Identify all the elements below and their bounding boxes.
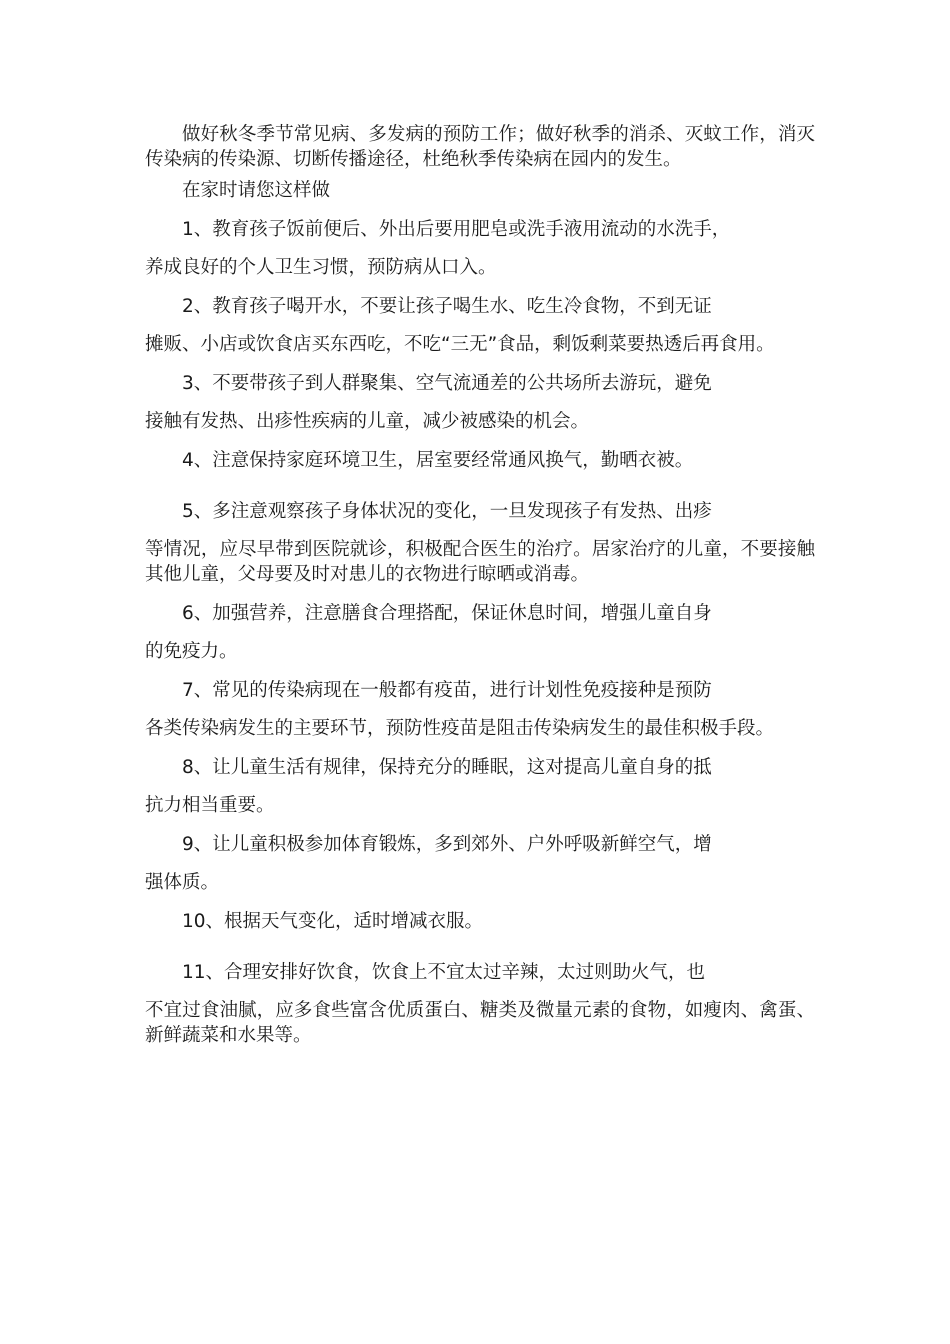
list-item-9 bbox=[145, 832, 815, 895]
list-item-first-line: 4、注意保持家庭环境卫生，居室要经常通风换气，勤晒衣被。 bbox=[182, 450, 694, 471]
list-item-first-line: 7、常见的传染病现在一般都有疫苗，进行计划性免疫接种是预防 bbox=[182, 680, 712, 701]
list-item-first-line: 11、合理安排好饮食，饮食上不宜太过辛辣，太过则助火气，也 bbox=[182, 962, 706, 983]
list-item-1 bbox=[145, 217, 815, 280]
list-item-continuation: 强体质。 bbox=[145, 872, 220, 893]
list-item-6 bbox=[145, 601, 815, 664]
list-item-10 bbox=[145, 909, 815, 934]
list-item-first-line: 2、教育孩子喝开水，不要让孩子喝生水、吃生冷食物，不到无证 bbox=[182, 296, 712, 317]
list-item-continuation: 不宜过食油腻，应多食些富含优质蛋白、糖类及微量元素的食物，如瘦肉、禽蛋、新鲜蔬菜和水果等。 bbox=[145, 1000, 815, 1046]
list-item-continuation: 抗力相当重要。 bbox=[145, 795, 275, 816]
list-item-first-line: 1、教育孩子饭前便后、外出后要用肥皂或洗手液用流动的水洗手， bbox=[182, 219, 731, 240]
list-item-8 bbox=[145, 755, 815, 818]
list-item-continuation: 的免疫力。 bbox=[145, 641, 238, 662]
list-item-2 bbox=[145, 294, 815, 357]
list-item-continuation: 等情况，应尽早带到医院就诊，积极配合医生的治疗。居家治疗的儿童，不要接触其他儿童，父母要及时对患儿的衣物进行晾晒或消毒。 bbox=[145, 539, 815, 585]
list-item-3 bbox=[145, 371, 815, 434]
list-item-first-line: 10、根据天气变化，适时增减衣服。 bbox=[182, 911, 484, 932]
list-item-first-line: 9、让儿童积极参加体育锻炼，多到郊外、户外呼吸新鲜空气，增 bbox=[182, 834, 712, 855]
list-item-first-line: 3、不要带孩子到人群聚集、空气流通差的公共场所去游玩，避免 bbox=[182, 373, 712, 394]
list-item-continuation: 接触有发热、出疹性疾病的儿童，减少被感染的机会。 bbox=[145, 411, 590, 432]
list-item-continuation: 养成良好的个人卫生习惯，预防病从口入。 bbox=[145, 257, 497, 278]
list-item-first-line: 8、让儿童生活有规律，保持充分的睡眠，这对提高儿童自身的抵 bbox=[182, 757, 712, 778]
list-item-5 bbox=[145, 499, 815, 587]
list-item-first-line: 5、多注意观察孩子身体状况的变化，一旦发现孩子有发热、出疹 bbox=[182, 501, 712, 522]
list-item-7 bbox=[145, 678, 815, 741]
list-item-continuation: 摊贩、小店或饮食店买东西吃，不吃“三无”食品，剩饭剩菜要热透后再食用。 bbox=[145, 334, 775, 355]
list-item-11 bbox=[145, 960, 815, 1048]
list-item-4 bbox=[145, 448, 815, 473]
intro-paragraph: 做好秋冬季节常见病、多发病的预防工作；做好秋季的消杀、灭蚊工作，消灭传染病的传染源、切断传播途径，杜绝秋季传染病在园内的发生。 bbox=[145, 124, 815, 170]
document-body bbox=[145, 122, 815, 1062]
list-item-first-line: 6、加强营养，注意膳食合理搭配，保证休息时间，增强儿童自身 bbox=[182, 603, 712, 624]
section-subheading: 在家时请您这样做 bbox=[182, 180, 331, 201]
list-item-continuation: 各类传染病发生的主要环节，预防性疫苗是阻击传染病发生的最佳积极手段。 bbox=[145, 718, 775, 739]
